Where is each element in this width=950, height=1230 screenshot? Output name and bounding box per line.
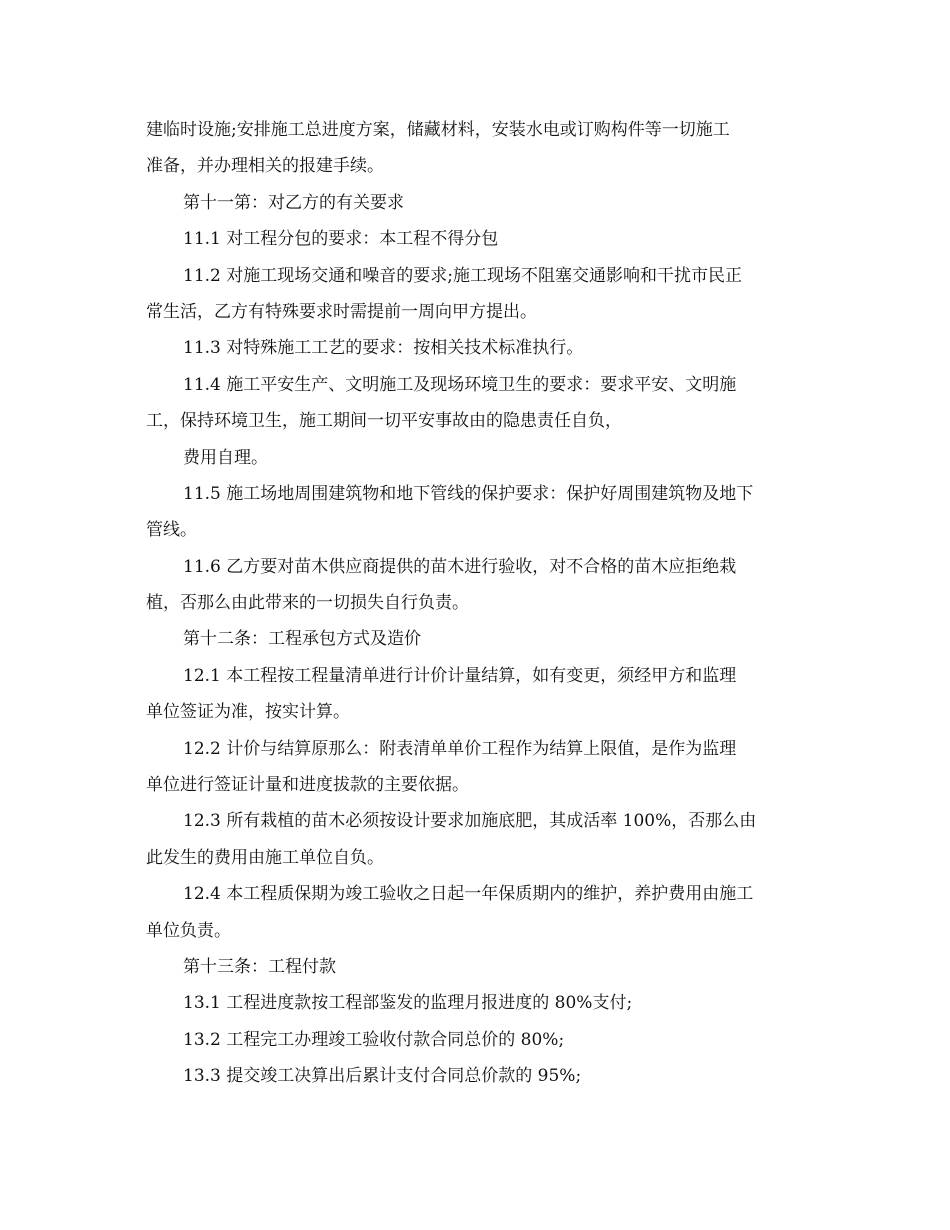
text-line: 11.1 对工程分包的要求：本工程不得分包 <box>183 229 499 250</box>
text-line: 11.5 施工场地周围建筑物和地下管线的保护要求：保护好周围建筑物及地下 <box>183 483 754 504</box>
text-line: 11.3 对特殊施工工艺的要求：按相关技术标准执行。 <box>183 338 584 359</box>
text-line: 单位签证为准，按实计算。 <box>146 702 350 723</box>
text-line: 12.3 所有栽植的苗木必须按设计要求加施底肥，其成活率 100%，否那么由 <box>183 811 757 832</box>
text-line: 11.6 乙方要对苗木供应商提供的苗木进行验收，对不合格的苗木应拒绝栽 <box>183 556 737 577</box>
text-line: 准备，并办理相关的报建手续。 <box>146 156 384 177</box>
text-line: 此发生的费用由施工单位自负。 <box>146 847 384 868</box>
text-line: 11.2 对施工现场交通和噪音的要求;施工现场不阻塞交通影响和干扰市民正 <box>183 265 742 286</box>
text-line: 单位进行签证计量和进度拔款的主要依据。 <box>146 775 469 796</box>
text-line: 13.1 工程进度款按工程部鉴发的监理月报进度的 80%支付; <box>183 993 633 1014</box>
text-line: 12.4 本工程质保期为竣工验收之日起一年保质期内的维护，养护费用由施工 <box>183 884 754 905</box>
text-line: 建临时设施;安排施工总进度方案，储藏材料，安装水电或订购构件等一切施工 <box>146 120 730 140</box>
text-line: 第十三条：工程付款 <box>183 956 336 977</box>
text-line: 费用自理。 <box>183 447 268 468</box>
text-line: 12.1 本工程按工程量清单进行计价计量结算，如有变更，须经甲方和监理 <box>183 665 737 686</box>
text-line: 13.3 提交竣工决算出后累计支付合同总价款的 95%; <box>183 1066 582 1087</box>
text-line: 11.4 施工平安生产、文明施工及现场环境卫生的要求：要求平安、文明施 <box>183 374 737 395</box>
text-line: 常生活，乙方有特殊要求时需提前一周向甲方提出。 <box>146 301 537 322</box>
text-line: 第十一第：对乙方的有关要求 <box>183 192 404 213</box>
text-line: 12.2 计价与结算原那么：附表清单单价工程作为结算上限值，是作为监理 <box>183 738 737 759</box>
text-line: 工，保持环境卫生，施工期间一切平安事故由的隐患责任自负， <box>146 411 622 432</box>
text-line: 单位负责。 <box>146 920 231 941</box>
text-line: 第十二条：工程承包方式及造价 <box>183 629 421 650</box>
text-line: 13.2 工程完工办理竣工验收付款合同总价的 80%; <box>183 1029 565 1050</box>
contract-text-body <box>146 112 806 1095</box>
text-line: 植，否那么由此带来的一切损失自行负责。 <box>146 593 469 614</box>
text-line: 管线。 <box>146 520 197 541</box>
